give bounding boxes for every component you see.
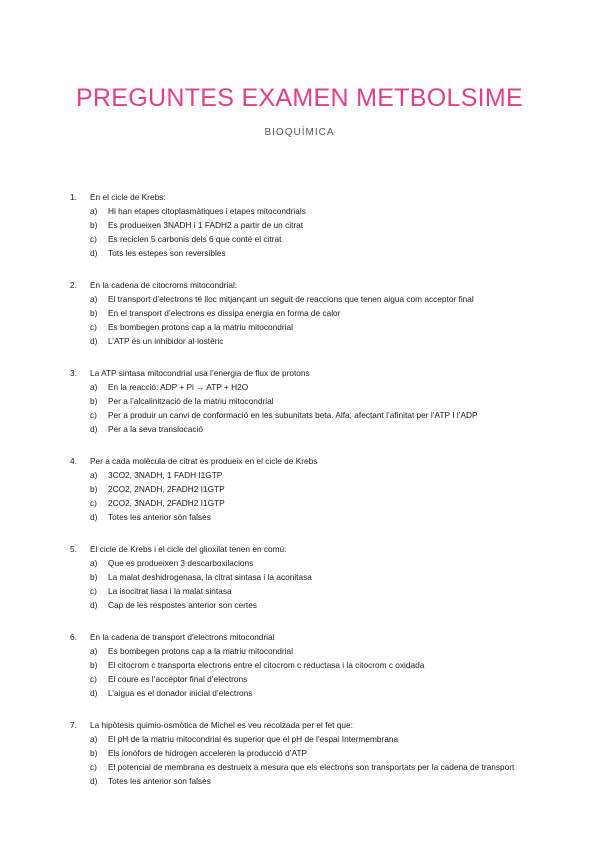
option-text: Es produeixen 3NADH i 1 FADH2 a partir de un citrat <box>108 220 304 230</box>
option-letter: d) <box>90 776 98 786</box>
option-text: Per a la seva translocació <box>108 424 204 434</box>
option-item <box>90 570 570 584</box>
option-text: Es bombegen protons cap a la matriu mitocondrial <box>108 646 293 656</box>
option-text: 2CO2, 2NADH, 2FADH2 I1GTP <box>108 484 225 494</box>
option-text: El coure es l’acceptor final d’electrons <box>108 674 248 684</box>
option-text: Cap de les respostes anterior son certes <box>108 600 257 610</box>
option-letter: c) <box>90 234 97 244</box>
option-item <box>90 510 570 524</box>
option-letter: b) <box>90 660 98 670</box>
option-letter: b) <box>90 572 98 582</box>
question-item <box>70 190 570 260</box>
question-item <box>70 542 570 612</box>
option-letter: d) <box>90 424 98 434</box>
option-text: L’aigua es el donador inicial d’electrons <box>108 688 253 698</box>
option-item <box>90 422 570 436</box>
option-letter: c) <box>90 586 97 596</box>
option-text: Es reciclen 5 carbonis dels 6 que conté el citrat <box>108 234 282 244</box>
question-text: En la cadena de transport d’electrons mitocondrial <box>90 632 275 642</box>
option-letter: b) <box>90 396 98 406</box>
option-list <box>90 556 570 612</box>
option-letter: c) <box>90 674 97 684</box>
option-item <box>90 774 570 788</box>
option-letter: c) <box>90 762 97 772</box>
question-text: La hipòtesis quimio-osmòtica de Michel es veu recolzada per el fet que: <box>90 720 353 730</box>
option-item <box>90 686 570 700</box>
option-letter: d) <box>90 512 98 522</box>
option-item <box>90 584 570 598</box>
question-number: 3. <box>70 368 77 378</box>
question-item <box>70 630 570 700</box>
option-text: En el transport d’electrons es dissipa energia en forma de calor <box>108 308 341 318</box>
question-item <box>70 454 570 524</box>
option-text: La malat deshidrogenasa, la citrat sintasa i la aconitasa <box>108 572 312 582</box>
option-item <box>90 306 570 320</box>
question-list <box>70 190 570 806</box>
option-text: Totes les anterior són falses <box>108 512 211 522</box>
option-text: Totes les anterior son falses <box>108 776 211 786</box>
question-item <box>70 366 570 436</box>
option-letter: d) <box>90 248 98 258</box>
option-item <box>90 672 570 686</box>
option-letter: b) <box>90 220 98 230</box>
option-letter: c) <box>90 322 97 332</box>
option-list <box>90 468 570 524</box>
option-text: L’ATP és un inhibidor al·lostèric <box>108 336 224 346</box>
option-list <box>90 292 570 348</box>
option-letter: a) <box>90 734 98 744</box>
option-letter: b) <box>90 308 98 318</box>
option-letter: c) <box>90 498 97 508</box>
option-letter: b) <box>90 484 98 494</box>
option-letter: d) <box>90 336 98 346</box>
option-item <box>90 246 570 260</box>
option-item <box>90 658 570 672</box>
option-text: La isocitrat liasa i la malat sintasa <box>108 586 232 596</box>
option-text: El citocrom c transporta electrons entre el citocrom c reductasa i la citocrom c oxidada <box>108 660 425 670</box>
question-number: 7. <box>70 720 77 730</box>
option-text: El transport d’electrons té lloc mitjançant un seguit de reaccions que tenen aigua com acceptor final <box>108 294 474 304</box>
option-text: El pH de la matriu mitocondrial és superior que el pH de l’espai Intermembrana <box>108 734 399 744</box>
option-text: 2CO2, 3NADH, 2FADH2 I1GTP <box>108 498 225 508</box>
option-item <box>90 292 570 306</box>
question-text: El cicle de Krebs i el cicle del glioxilat tenen en comú: <box>90 544 287 554</box>
question-text: En el cicle de Krebs: <box>90 192 166 202</box>
option-list <box>90 732 570 788</box>
option-letter: a) <box>90 646 98 656</box>
question-number: 1. <box>70 192 77 202</box>
option-text: Els ionòfors de hidrogen acceleren la producció d’ATP <box>108 748 308 758</box>
option-item <box>90 732 570 746</box>
option-text: Per a l’alcalinització de la matriu mitocondrial <box>108 396 274 406</box>
option-list <box>90 644 570 700</box>
question-text: Per a cada molècula de citrat es produeix en el cicle de Krebs <box>90 456 318 466</box>
option-item <box>90 320 570 334</box>
option-text: En la reacció: ADP + Pi → ATP + H2O <box>108 382 249 392</box>
option-item <box>90 394 570 408</box>
option-letter: a) <box>90 206 98 216</box>
page-subtitle: BIOQUÍMICA <box>264 127 335 138</box>
option-text: Per a produir un canvi de conformació en les subunitats beta. Alfa, afectant l’afinitat per l’ATP I l’ADP <box>108 410 478 420</box>
option-list <box>90 204 570 260</box>
question-text: La ATP sintasa mitocondrial usa l’energia de flux de protons <box>90 368 310 378</box>
option-item <box>90 644 570 658</box>
option-text: El potencial de membrana es destrueix a mesura que els electrons son transportats per la cadena de transport <box>108 762 515 772</box>
question-number: 5. <box>70 544 77 554</box>
question-number: 4. <box>70 456 77 466</box>
option-item <box>90 556 570 570</box>
option-text: Hi han etapes citoplasmàtiques i etapes mitocondrials <box>108 206 306 216</box>
option-item <box>90 218 570 232</box>
option-text: Tots les estepes son reversibles <box>108 248 226 258</box>
option-text: 3CO2, 3NADH, 1 FADH I1GTP <box>108 470 223 480</box>
option-item <box>90 746 570 760</box>
option-list <box>90 380 570 436</box>
option-letter: d) <box>90 688 98 698</box>
option-item <box>90 408 570 422</box>
question-item <box>70 278 570 348</box>
option-letter: c) <box>90 410 97 420</box>
option-text: Que es produeixen 3 descarboxilacions <box>108 558 254 568</box>
question-number: 2. <box>70 280 77 290</box>
option-item <box>90 598 570 612</box>
option-letter: a) <box>90 294 98 304</box>
option-item <box>90 232 570 246</box>
option-letter: a) <box>90 558 98 568</box>
question-item <box>70 718 570 788</box>
option-item <box>90 760 570 774</box>
option-letter: b) <box>90 748 98 758</box>
option-item <box>90 380 570 394</box>
option-text: Es bombegen protons cap a la matriu mitocondrial <box>108 322 293 332</box>
option-item <box>90 482 570 496</box>
option-item <box>90 496 570 510</box>
option-letter: d) <box>90 600 98 610</box>
option-item <box>90 468 570 482</box>
option-letter: a) <box>90 382 98 392</box>
page-title: PREGUNTES EXAMEN METBOLSIME <box>75 84 524 112</box>
question-number: 6. <box>70 632 77 642</box>
question-text: En la cadena de citocroms mitocondrial: <box>90 280 238 290</box>
option-letter: a) <box>90 470 98 480</box>
option-item <box>90 204 570 218</box>
option-item <box>90 334 570 348</box>
